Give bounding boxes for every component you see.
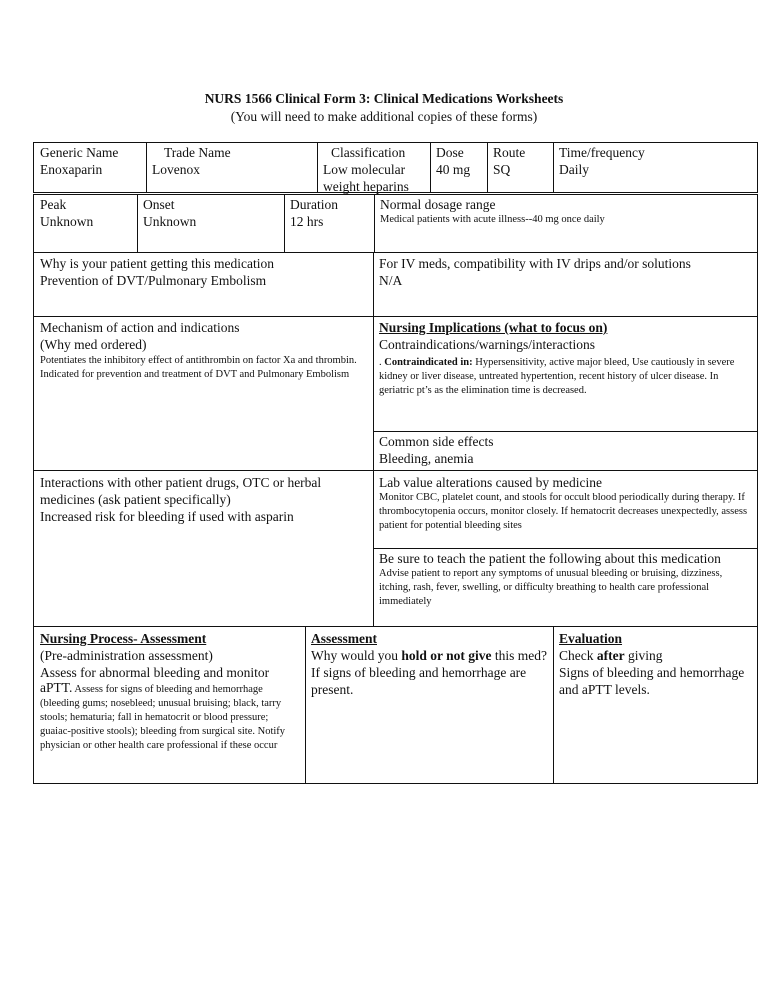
frequency-label: Time/frequency bbox=[559, 145, 645, 160]
hold-assessment-label: Assessment bbox=[311, 631, 377, 646]
duration-value: 12 hrs bbox=[290, 214, 324, 229]
trade-name-cell bbox=[147, 143, 317, 179]
duration-cell bbox=[285, 195, 374, 231]
classification-value-2: weight heparins bbox=[323, 179, 409, 194]
onset-cell bbox=[138, 195, 284, 231]
classification-label: Classification bbox=[331, 145, 406, 160]
iv-compatibility-value: N/A bbox=[379, 273, 403, 288]
trade-name-value: Lovenox bbox=[152, 162, 200, 177]
side-effects-label: Common side effects bbox=[379, 434, 494, 449]
dose-cell bbox=[431, 143, 487, 179]
route-cell bbox=[488, 143, 553, 179]
route-value: SQ bbox=[493, 162, 511, 177]
nursing-implications-value bbox=[379, 356, 752, 398]
peak-value: Unknown bbox=[40, 214, 94, 229]
duration-label: Duration bbox=[290, 197, 338, 212]
assessment-line: Assess for abnormal bleeding and monitor bbox=[40, 665, 270, 680]
generic-name-label: Generic Name bbox=[40, 145, 119, 160]
why-value: Prevention of DVT/Pulmonary Embolism bbox=[40, 273, 267, 288]
dosage-range-label: Normal dosage range bbox=[380, 197, 496, 212]
row-drug-info bbox=[33, 142, 758, 193]
mechanism-value: Potentiates the inhibitory effect of antithrombin on factor Xa and thrombin. Indicated for prevention and treatment of DVT and Pulmonary Embolism bbox=[40, 355, 357, 380]
dosage-range-value: Medical patients with acute illness--40 mg once daily bbox=[380, 214, 605, 225]
dose-value: 40 mg bbox=[436, 162, 471, 177]
lab-values-label: Lab value alterations caused by medicine bbox=[379, 475, 603, 490]
row-nursing-process bbox=[33, 626, 758, 784]
lab-values-cell bbox=[374, 473, 757, 547]
generic-name-value: Enoxaparin bbox=[40, 162, 103, 177]
teaching-value: Advise patient to report any symptoms of unusual bleeding or bruising, dizziness, itching, rash, fever, swelling, or difficulty breathing to health care professional immediately bbox=[379, 568, 723, 607]
page-title: NURS 1566 Clinical Form 3: Clinical Medications Worksheets bbox=[204, 91, 564, 106]
peak-cell bbox=[35, 195, 137, 231]
assessment-cell bbox=[35, 629, 305, 754]
nursing-implications-label: Nursing Implications (what to focus on) bbox=[379, 320, 608, 335]
iv-compatibility-cell bbox=[374, 254, 757, 290]
interactions-cell bbox=[35, 473, 373, 526]
contraindicated-label: Contraindicated in: bbox=[384, 357, 473, 368]
why-cell bbox=[35, 254, 373, 290]
row-mechanism bbox=[33, 316, 758, 471]
side-effects-cell bbox=[374, 432, 757, 468]
row-interactions bbox=[33, 470, 758, 627]
dosage-range-cell bbox=[375, 195, 757, 228]
hold-assessment-cell bbox=[306, 629, 553, 699]
hold-question-end: this med? bbox=[491, 648, 548, 663]
assessment-value bbox=[40, 681, 300, 753]
dose-label: Dose bbox=[436, 145, 464, 160]
interactions-label: Interactions with other patient drugs, OTC or herbal medicines (ask patient specifically) bbox=[40, 475, 322, 507]
mechanism-cell bbox=[35, 318, 373, 383]
mechanism-sublabel: (Why med ordered) bbox=[40, 337, 147, 352]
iv-compatibility-label: For IV meds, compatibility with IV drips and/or solutions bbox=[379, 256, 691, 271]
row-timing bbox=[33, 194, 758, 253]
evaluation-cell bbox=[554, 629, 757, 699]
why-label: Why is your patient getting this medication bbox=[40, 256, 274, 271]
nursing-implications-prefix: . bbox=[379, 357, 385, 368]
frequency-value: Daily bbox=[559, 162, 589, 177]
classification-cell bbox=[318, 143, 430, 196]
nursing-implications-cell bbox=[374, 318, 757, 399]
route-label: Route bbox=[493, 145, 526, 160]
evaluation-check bbox=[559, 647, 752, 664]
frequency-cell bbox=[554, 143, 757, 179]
assessment-label: Nursing Process- Assessment bbox=[40, 631, 207, 646]
hold-value: If signs of bleeding and hemorrhage are present. bbox=[311, 665, 527, 697]
evaluation-check-bold: after bbox=[596, 648, 625, 663]
lab-values-value: Monitor CBC, platelet count, and stools for occult blood periodically during therapy. If thrombocytopenia occurs, monitor closely. If hematocrit decreases unexpectedly, assess patient for potential bleeding sites bbox=[379, 492, 748, 531]
row-reason bbox=[33, 252, 758, 317]
teaching-label: Be sure to teach the patient the following about this medication bbox=[379, 551, 721, 566]
contraindications-text: Hypersensitivity, active major bleed, Use cautiously in severe kidney or liver disease, untreated hypertention, recent history of ulcer disease. In geriatric pt’s as the elimination time is decreased. bbox=[379, 357, 735, 396]
interactions-value: Increased risk for bleeding if used with asparin bbox=[40, 509, 294, 524]
evaluation-check-end: giving bbox=[624, 648, 663, 663]
mechanism-label: Mechanism of action and indications bbox=[40, 320, 240, 335]
onset-value: Unknown bbox=[143, 214, 197, 229]
page-subtitle: (You will need to make additional copies of these forms) bbox=[230, 109, 538, 124]
classification-value-1: Low molecular bbox=[323, 162, 406, 177]
peak-label: Peak bbox=[40, 197, 67, 212]
generic-name-cell bbox=[35, 143, 146, 179]
evaluation-label: Evaluation bbox=[559, 631, 623, 646]
teaching-cell bbox=[374, 549, 757, 626]
nursing-implications-sublabel: Contraindications/warnings/interactions bbox=[379, 337, 595, 352]
onset-label: Onset bbox=[143, 197, 175, 212]
assessment-detail: Assess for signs of bleeding and hemorrhage (bleeding gums; nosebleed; unusual bruising; black, tarry stools; hematuria; fall in hematocrit or blood pressure; guaiac-positive stools); bleeding from surgical site. Notify physician or other health care professional if these occur bbox=[40, 684, 286, 751]
aptt-label: aPTT. bbox=[40, 680, 73, 695]
trade-name-label: Trade Name bbox=[164, 145, 231, 160]
side-effects-value: Bleeding, anemia bbox=[379, 451, 474, 466]
hold-question-bold: hold or not give bbox=[401, 648, 492, 663]
evaluation-check-start: Check bbox=[559, 648, 597, 663]
evaluation-value: Signs of bleeding and hemorrhage and aPTT levels. bbox=[559, 665, 745, 697]
assessment-sublabel: (Pre-administration assessment) bbox=[40, 648, 213, 663]
hold-question-start: Why would you bbox=[311, 648, 402, 663]
hold-question bbox=[311, 647, 548, 664]
